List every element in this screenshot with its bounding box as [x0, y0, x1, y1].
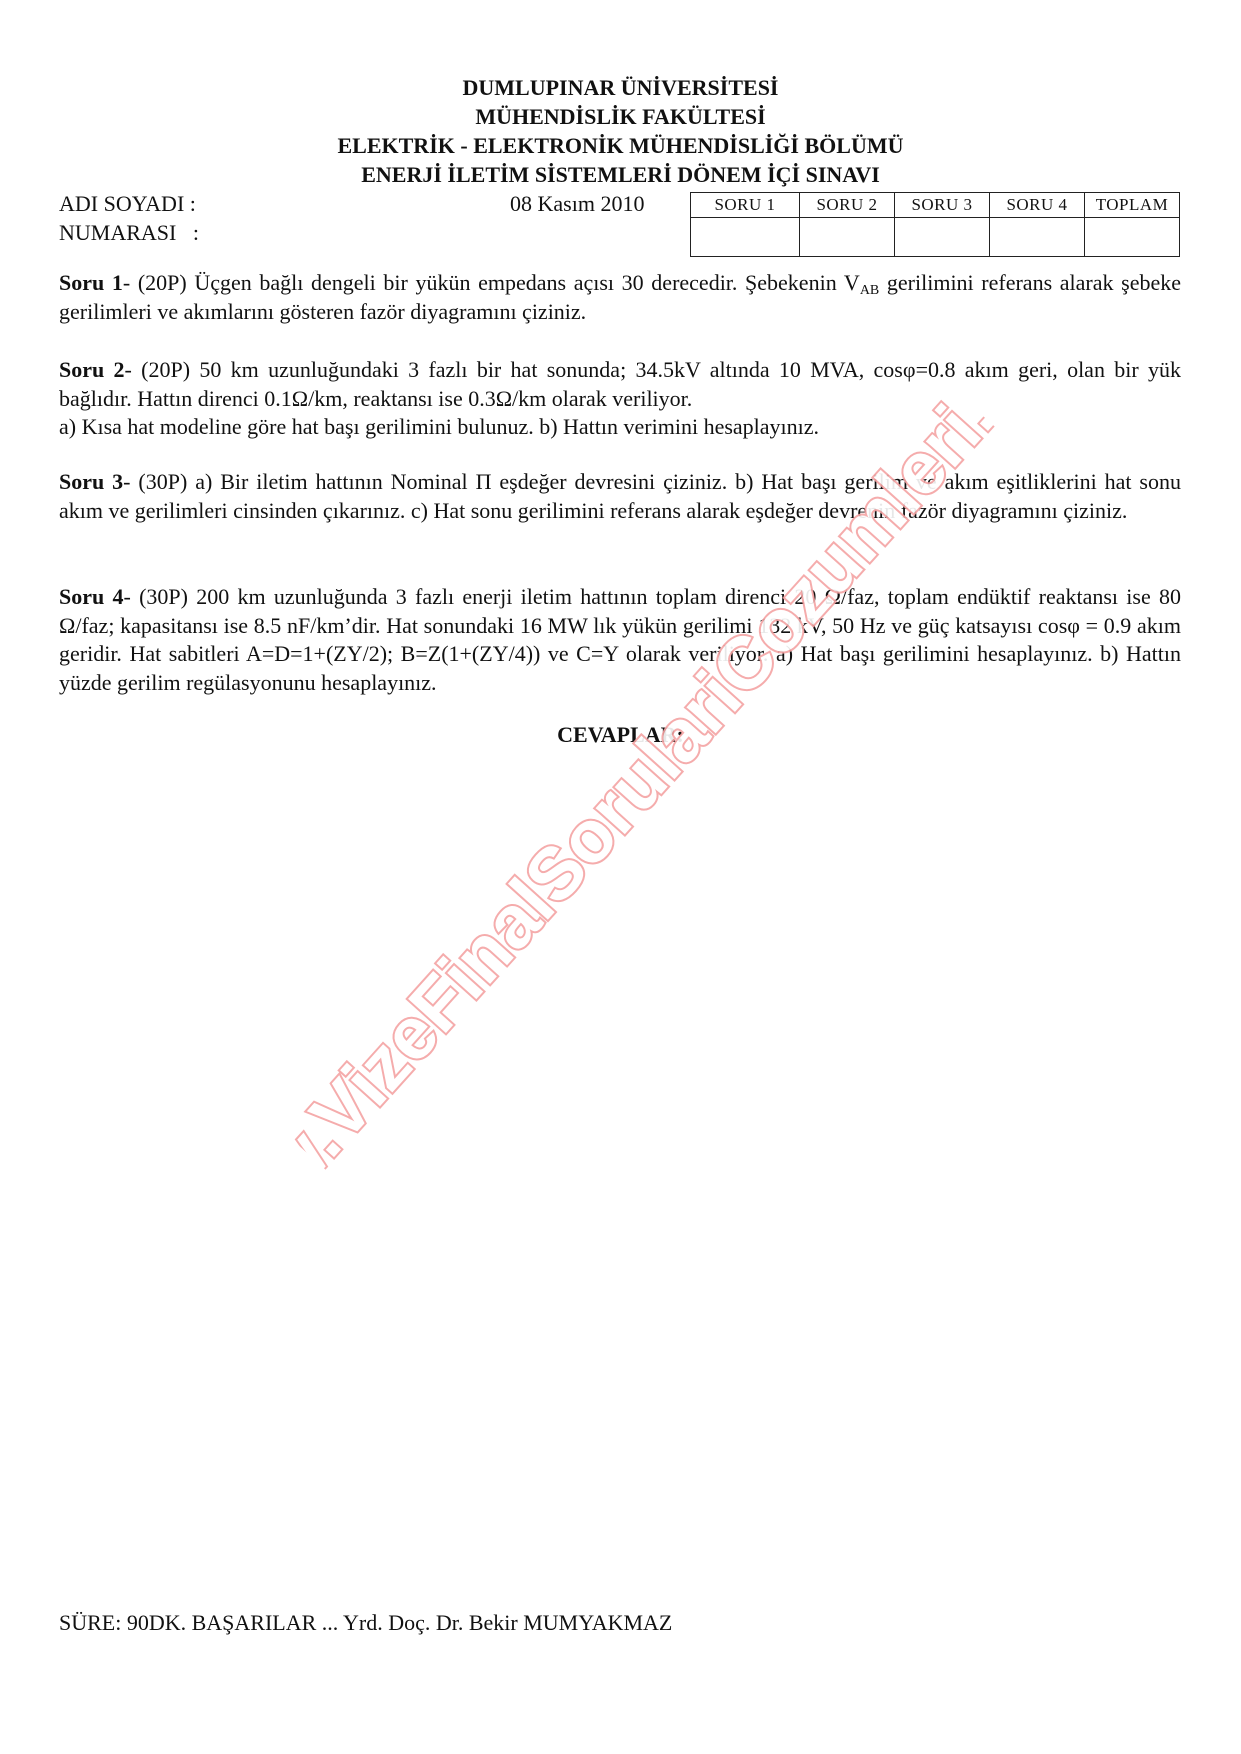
question-1-label: Soru 1	[59, 270, 123, 295]
score-header-3: SORU 3	[895, 193, 990, 218]
exam-title: ENERJİ İLETİM SİSTEMLERİ DÖNEM İÇİ SINAVI	[361, 162, 880, 187]
score-cell-3	[895, 218, 990, 257]
watermark-text: www.VizeFinalSorulariCozumleri.com	[260, 368, 1020, 1192]
question-1-text-b: gerilimini referans alarak şebeke gerilimleri ve akımlarını gösteren fazör diyagramını çiziniz.	[59, 270, 1181, 324]
score-header-total: TOPLAM	[1085, 193, 1180, 218]
score-header-1: SORU 1	[691, 193, 800, 218]
score-cell-total	[1085, 218, 1180, 257]
faculty-name: MÜHENDİSLİK FAKÜLTESİ	[475, 104, 766, 129]
score-header-2: SORU 2	[800, 193, 895, 218]
question-2	[59, 356, 1181, 442]
question-2-text-a: - (20P) 50 km uzunluğundaki 3 fazlı bir hat sonunda; 34.5kV altında 10 MVA, cosφ=0.8 akım geri, olan bir yük bağlıdır. Hattın direnci 0.1Ω/km, reaktansı ise 0.3Ω/km olarak veriliyor.	[59, 357, 1181, 411]
department-name: ELEKTRİK - ELEKTRONİK MÜHENDİSLİĞİ BÖLÜMÜ	[337, 133, 904, 158]
question-1-text-a: - (20P) Üçgen bağlı dengeli bir yükün empedans açısı 30 derecedir. Şebekenin V	[122, 270, 860, 295]
question-4-text: - (30P) 200 km uzunluğunda 3 fazlı enerji iletim hattının toplam direnci 20 Ω/faz, toplam endüktif reaktansı ise 80 Ω/faz; kapasitansı ise 8.5 nF/km’dir. Hat sonundaki 16 MW lık yükün gerilimi 132 kV, 50 Hz ve güç katsayısı cosφ = 0.9 akım geridir. Hat sabitleri A=D=1+(ZY/2); B=Z(1+(ZY/4)) ve C=Y olarak veriliyor. a) Hat başı gerilimini hesaplayınız. b) Hattın yüzde gerilim regülasyonunu hesaplayınız.	[59, 584, 1181, 695]
question-2-label: Soru 2	[59, 357, 125, 382]
name-label: ADI SOYADI :	[59, 191, 196, 216]
question-4	[59, 583, 1181, 697]
number-label: NUMARASI :	[59, 220, 199, 245]
exam-date: 08 Kasım 2010	[510, 191, 645, 216]
question-2-text-b: a) Kısa hat modeline göre hat başı gerilimini bulunuz. b) Hattın verimini hesaplayınız.	[59, 414, 820, 439]
answers-title: CEVAPLAR:	[557, 722, 684, 747]
score-cell-2	[800, 218, 895, 257]
university-name: DUMLUPINAR ÜNİVERSİTESİ	[462, 75, 779, 100]
footer-note: SÜRE: 90DK. BAŞARILAR ... Yrd. Doç. Dr. Bekir MUMYAKMAZ	[59, 1610, 673, 1635]
score-cell-4	[990, 218, 1085, 257]
score-table	[690, 192, 1180, 257]
question-1	[59, 269, 1181, 326]
question-1-subscript: AB	[859, 283, 880, 298]
score-cell-1	[691, 218, 800, 257]
score-header-4: SORU 4	[990, 193, 1085, 218]
question-3-label: Soru 3	[59, 469, 124, 494]
exam-header	[0, 73, 1241, 189]
question-3-text: - (30P) a) Bir iletim hattının Nominal Π eşdeğer devresini çiziniz. b) Hat başı gerilim ve akım eşitliklerini hat sonu akım ve gerilimleri cinsinden çıkarınız. c) Hat sonu gerilimini referans alarak eşdeğer devrenin fazör diyagramını çiziniz.	[59, 469, 1181, 523]
question-4-label: Soru 4	[59, 584, 124, 609]
question-3	[59, 468, 1181, 525]
